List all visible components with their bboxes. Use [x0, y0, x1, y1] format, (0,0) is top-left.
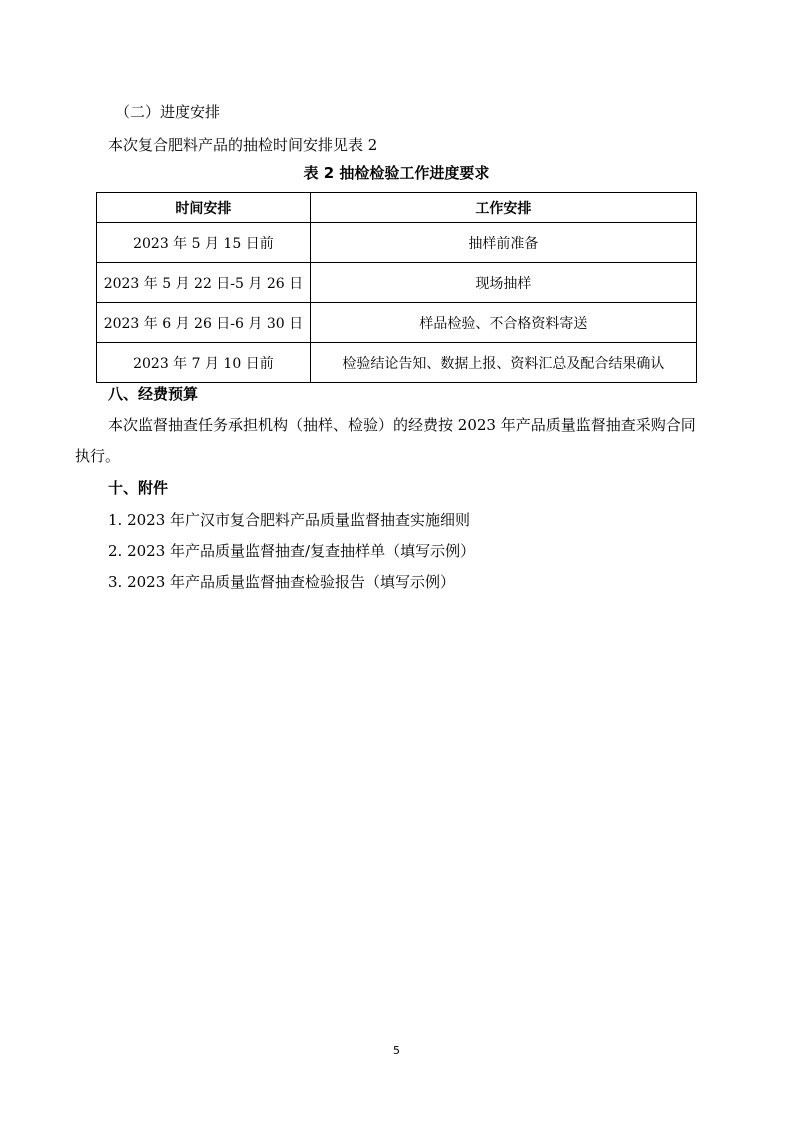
attachment-item: 2. 2023 年产品质量监督抽查/复查抽样单（填写示例）: [108, 542, 476, 560]
table-header-row: [97, 193, 697, 223]
page-number: 5: [393, 1044, 400, 1057]
section-budget-heading: 八、经费预算: [108, 385, 199, 403]
table-caption: 表 2 抽检检验工作进度要求: [303, 164, 490, 182]
table-row: [97, 263, 697, 303]
section-attachments-heading: 十、附件: [108, 479, 169, 497]
progress-table: [96, 192, 697, 383]
section-budget-body-line2: 执行。: [75, 447, 121, 465]
section-progress-intro: 本次复合肥料产品的抽检时间安排见表 2: [108, 136, 378, 154]
table-row: [97, 223, 697, 263]
table-cell-work: 样品检验、不合格资料寄送: [310, 303, 696, 343]
section-progress-heading: （二）进度安排: [115, 103, 221, 121]
table-cell-time: 2023 年 5 月 22 日-5 月 26 日: [97, 263, 311, 303]
table-cell-work: 现场抽样: [310, 263, 696, 303]
table-cell-work: 检验结论告知、数据上报、资料汇总及配合结果确认: [310, 343, 696, 383]
attachment-item: 3. 2023 年产品质量监督抽查检验报告（填写示例）: [108, 573, 456, 591]
table-header-time: 时间安排: [97, 193, 311, 223]
attachment-item: 1. 2023 年广汉市复合肥料产品质量监督抽查实施细则: [108, 511, 471, 529]
table-cell-time: 2023 年 6 月 26 日-6 月 30 日: [97, 303, 311, 343]
table-header-work: 工作安排: [310, 193, 696, 223]
table-cell-time: 2023 年 5 月 15 日前: [97, 223, 311, 263]
table-cell-time: 2023 年 7 月 10 日前: [97, 343, 311, 383]
section-budget-body-line1: 本次监督抽查任务承担机构（抽样、检验）的经费按 2023 年产品质量监督抽查采购合同: [108, 416, 696, 434]
table-row: [97, 343, 697, 383]
table-row: [97, 303, 697, 343]
table-cell-work: 抽样前准备: [310, 223, 696, 263]
